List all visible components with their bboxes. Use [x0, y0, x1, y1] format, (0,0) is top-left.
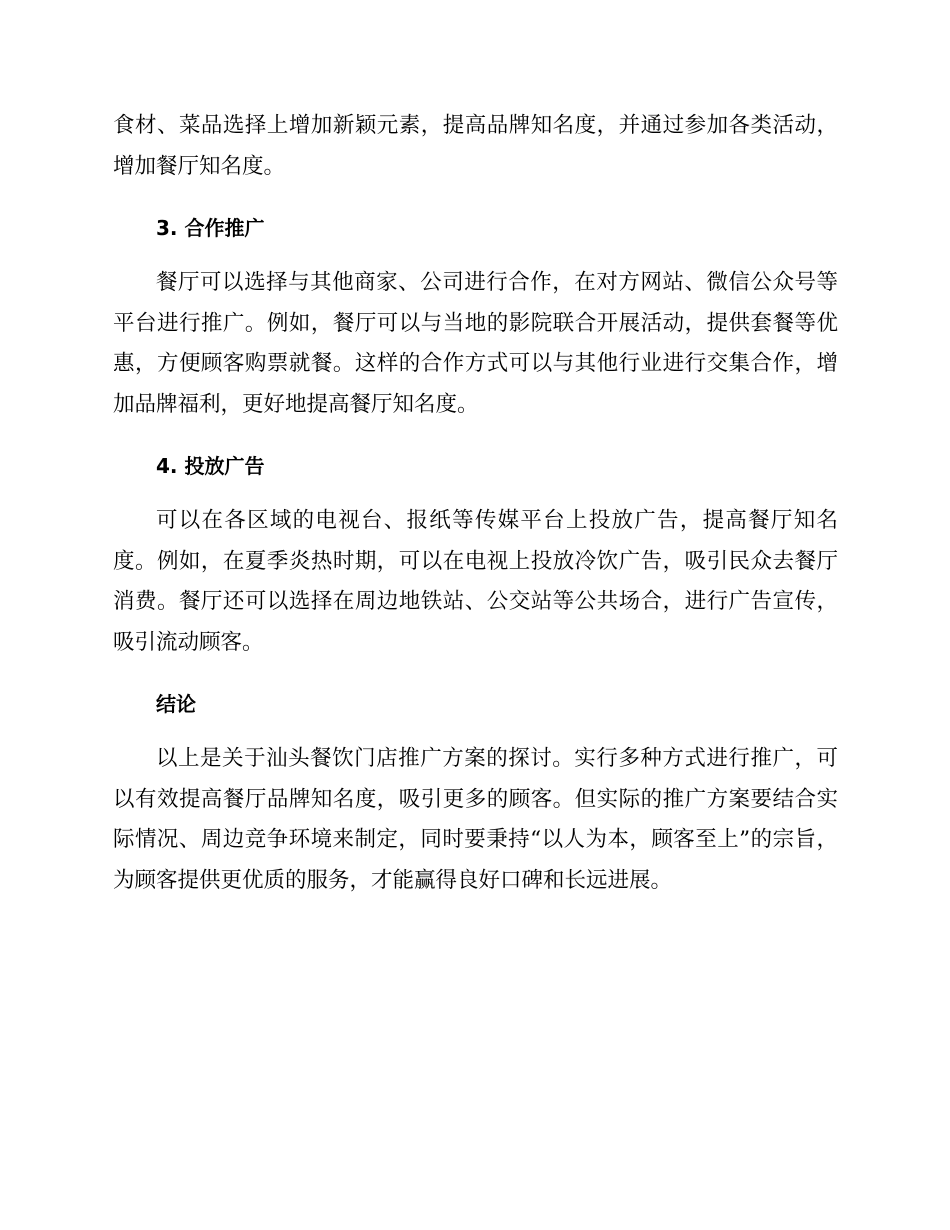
paragraph-intro-continued: 食材、菜品选择上增加新颖元素，提高品牌知名度，并通过参加各类活动，增加餐厅知名度。 [113, 113, 838, 179]
section-heading-conclusion: 结论 [156, 692, 196, 716]
section-heading-cooperation: 3. 合作推广 [156, 216, 265, 240]
paragraph-conclusion: 以上是关于汕头餐饮门店推广方案的探讨。实行多种方式进行推广，可以有效提高餐厅品牌知名度，吸引更多的顾客。但实际的推广方案要结合实际情况、周边竞争环境来制定，同时要秉持“以人为本，顾客至上”的宗旨，为顾客提供更优质的服务，才能赢得良好口碑和长远进展。 [113, 746, 838, 893]
paragraph-cooperation: 餐厅可以选择与其他商家、公司进行合作，在对方网站、微信公众号等平台进行推广。例如，餐厅可以与当地的影院联合开展活动，提供套餐等优惠，方便顾客购票就餐。这样的合作方式可以与其他行业进行交集合作，增加品牌福利，更好地提高餐厅知名度。 [113, 270, 838, 417]
section-heading-advertising: 4. 投放广告 [156, 454, 265, 478]
paragraph-advertising: 可以在各区域的电视台、报纸等传媒平台上投放广告，提高餐厅知名度。例如，在夏季炎热时期，可以在电视上投放冷饮广告，吸引民众去餐厅消费。餐厅还可以选择在周边地铁站、公交站等公共场合，进行广告宣传，吸引流动顾客。 [113, 508, 838, 655]
document-body [113, 106, 838, 901]
